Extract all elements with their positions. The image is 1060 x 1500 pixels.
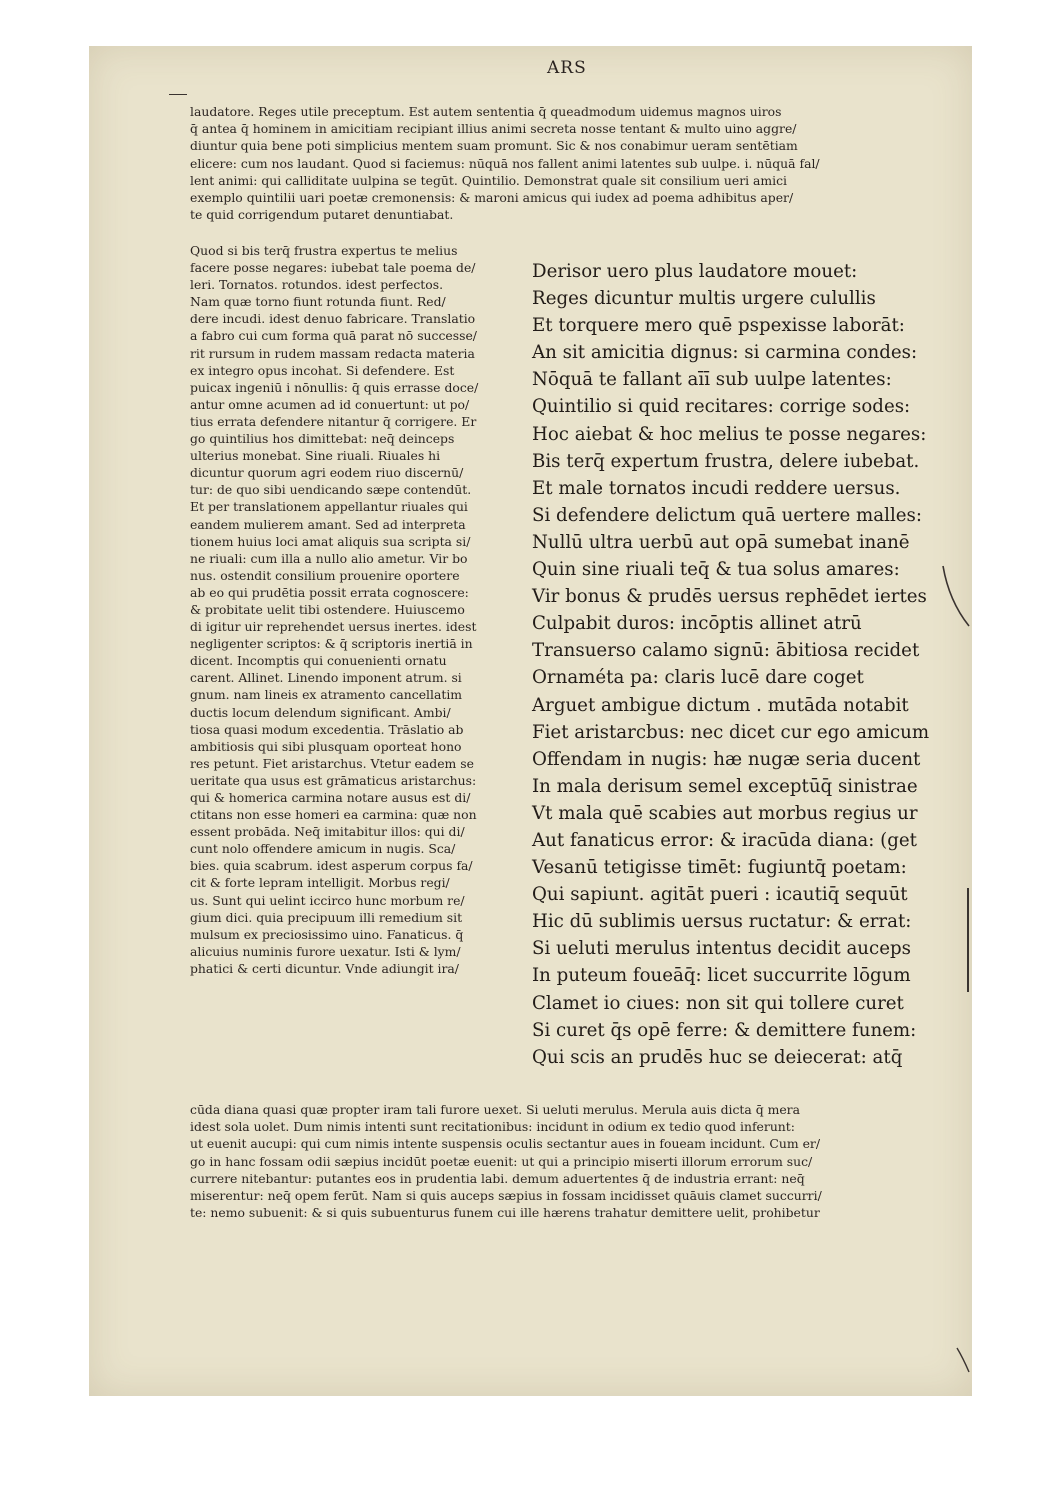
verse-line: Quintilio si quid recitares: corrige sodes: — [532, 396, 911, 418]
commentary-line: ueritate qua usus est grāmaticus aristarchus: — [190, 772, 477, 788]
commentary-line: rit rursum in rudem massam redacta materia — [190, 345, 475, 361]
verse-line: Derisor uero plus laudatore mouet: — [532, 261, 858, 282]
commentary-line: negligenter scriptos: & q̄ scriptoris inertiā in — [190, 636, 473, 652]
commentary-line: tius errata defendere nitantur q̄ corrigere. Er — [190, 413, 477, 429]
commentary-line: antur omne acumen ad id conuertunt: ut po/ — [190, 396, 470, 412]
verse-line: Aut fanaticus error: & iracūda diana: (get — [532, 829, 917, 851]
margin-ink-stroke — [955, 1346, 971, 1376]
commentary-line: gium dici. quia precipuum illi remedium sit — [190, 909, 463, 925]
verse-line: Culpabit duros: incōptis allinet atrū — [532, 613, 862, 635]
commentary-line: qui & homerica carmina notare ausus est di/ — [190, 790, 471, 805]
commentary-line: ctitans non esse homeri ea carmina: quæ non — [190, 807, 477, 823]
commentary-line: tiosa quasi modum excedentia. Trāslatio ab — [190, 721, 464, 737]
commentary-line: carent. Allinet. Linendo imponent atrum. si — [190, 670, 462, 686]
verse-line: In puteum foueāq̄: licet succurrite lōgum — [532, 965, 911, 987]
commentary-line: ex integro opus incohat. Si defendere. Est — [190, 362, 455, 378]
verse-line: Fiet aristarcbus: nec dicet cur ego amicum — [532, 721, 930, 743]
verse-line: In mala derisum semel exceptūq̄ sinistrae — [532, 775, 918, 797]
commentary-line: essent probāda. Neq̄ imitabitur illos: qui di/ — [190, 824, 465, 840]
commentary-line: lent animi: qui calliditate uulpina se tegūt. Quintilio. Demonstrat quale sit consilium ueri amici — [190, 172, 788, 188]
commentary-line: ulterius monebat. Sine riuali. Riuales hi — [190, 448, 441, 464]
commentary-line: exemplo quintilii uari poetæ cremonensis: & maroni amicus qui iudex ad poema adhibitus aper/ — [190, 190, 794, 206]
verse-line: Transuerso calamo signū: ābitiosa recidet — [532, 640, 920, 662]
commentary-line: phatici & certi dicuntur. Vnde adiungit ira/ — [190, 960, 459, 976]
top-commentary — [190, 103, 820, 223]
commentary-line: nus. ostendit consilium prouenire oportere — [190, 567, 460, 583]
commentary-line: ut euenit aucupi: qui cum nimis intente suspensis oculis sectantur aues in foueam incidunt. Cum er/ — [190, 1136, 821, 1152]
book-page — [89, 46, 972, 1396]
verse-line: Quin sine riuali teq̄ & tua solus amares: — [532, 559, 900, 581]
commentary-line: & probitate uelit tibi ostendere. Huiuscemo — [190, 601, 465, 617]
verse-line: Si defendere delictum quā uertere malles: — [532, 504, 923, 526]
verse-line: Clamet io ciues: non sit qui tollere curet — [532, 992, 904, 1014]
commentary-line: te: nemo subuenit: & si quis subuenturus funem cui ille hærens trahatur demittere uelit, prohibetur — [190, 1205, 820, 1221]
commentary-line: elicere: cum nos laudant. Quod si faciemus: nūquā nos fallent animi latentes sub uulpe. i. nūquā fal/ — [190, 155, 820, 171]
verse-line: Et male tornatos incudi reddere uersus. — [532, 477, 901, 499]
commentary-line: Et per translationem appellantur riuales qui — [190, 499, 468, 515]
margin-dash-mark — [169, 94, 187, 95]
commentary-line: ductis locum delendum significant. Ambi/ — [190, 704, 451, 720]
commentary-line: Nam quæ torno fiunt rotunda fiunt. Red/ — [190, 294, 446, 310]
commentary-line: tionem huius loci amat aliquis sua scripta si/ — [190, 533, 471, 549]
margin-ink-stroke — [964, 886, 972, 996]
commentary-line: a fabro cui cum forma quā parat nō successe/ — [190, 328, 477, 344]
commentary-line: idest sola uolet. Dum nimis intenti sunt recitationibus: incidunt in odium ex tedio quod inferunt: — [190, 1119, 795, 1135]
verse-line: Nullū ultra uerbū aut opā sumebat inanē — [532, 531, 910, 553]
commentary-line: res petunt. Fiet aristarchus. Vtetur eadem se — [190, 755, 474, 771]
commentary-line: diuntur quia bene poti simplicius mentem suam promunt. Sic & nos conabimur ueram sentētiam — [190, 138, 798, 154]
commentary-line: dere incudi. idest denuo fabricare. Translatio — [190, 311, 476, 327]
verse-column — [532, 258, 929, 1071]
commentary-line: ne riuali: cum illa a nullo alio ametur. Vir bo — [190, 550, 468, 566]
commentary-line: gnum. nam lineis ex atramento cancellatim — [190, 687, 463, 703]
commentary-line: puicax ingeniū i nōnullis: q̄ quis errasse doce/ — [190, 379, 479, 395]
verse-line: Offendam in nugis: hæ nugæ seria ducent — [532, 748, 921, 770]
verse-line: Hic dū sublimis uersus ructatur: & errat: — [532, 911, 912, 933]
commentary-line: tur: de quo sibi uendicando sæpe contendūt. — [190, 482, 472, 498]
commentary-line: facere posse negares: iubebat tale poema de/ — [190, 260, 476, 276]
commentary-line: miserentur: neq̄ opem ferūt. Nam si quis auceps sæpius in fossam incidisset quāuis clamet succurri/ — [190, 1188, 822, 1204]
margin-ink-stroke — [941, 546, 971, 636]
commentary-line: us. Sunt qui uelint iccirco hunc morbum re/ — [190, 892, 465, 908]
verse-line: Vir bonus & prudēs uersus rephēdet iertes — [532, 586, 927, 608]
verse-line: Ornaméta pa: claris lucē dare coget — [532, 667, 864, 689]
commentary-line: currere nitebantur: putantes eos in prudentia labi. demum aduertentes q̄ de industria errant: neq̄ — [190, 1170, 805, 1186]
commentary-line: ambitiosis qui sibi plusquam oporteat hono — [190, 738, 462, 754]
commentary-line: di igitur uir reprehendet uersus inertes. idest — [190, 619, 477, 635]
commentary-line: leri. Tornatos. rotundos. idest perfectos. — [190, 277, 444, 293]
commentary-line: bies. quia scabrum. idest asperum corpus fa/ — [190, 858, 473, 874]
commentary-line: q̄ antea q̄ hominem in amicitiam recipiant illius animi secreta nosse tentant & multo uino aggre/ — [190, 121, 797, 137]
verse-line: Vesanū tetigisse timēt: fugiuntq̄ poetam: — [532, 857, 907, 879]
commentary-line: cit & forte lepram intelligit. Morbus regi/ — [190, 875, 450, 891]
commentary-line: dicuntur quorum agri eodem riuo discernū/ — [190, 465, 464, 481]
commentary-line: Quod si bis terq̄ frustra expertus te melius — [190, 243, 458, 258]
verse-line: An sit amicitia dignus: si carmina condes: — [532, 342, 918, 364]
commentary-line: alicuius numinis furore uexatur. Isti & lym/ — [190, 943, 461, 959]
commentary-line: eandem mulierem amant. Sed ad interpreta — [190, 516, 466, 532]
commentary-line: cunt nolo offendere amicum in nugis. Sca/ — [190, 841, 456, 857]
running-title: ARS — [547, 58, 587, 78]
commentary-line: cūda diana quasi quæ propter iram tali furore uexet. Si ueluti merulus. Merula auis dicta q̄ mera — [190, 1102, 800, 1117]
verse-line: Reges dicuntur multis urgere culullis — [532, 288, 876, 310]
commentary-line: ab eo qui prudētia possit errata cognoscere: — [190, 584, 469, 600]
verse-line: Vt mala quē scabies aut morbus regius ur — [532, 802, 918, 824]
verse-line: Bis terq̄ expertum frustra, delere iubebat. — [532, 450, 920, 472]
bottom-commentary — [190, 1101, 822, 1221]
commentary-line: te quid corrigendum putaret denuntiabat. — [190, 207, 454, 223]
commentary-line: laudatore. Reges utile preceptum. Est autem sententia q̄ queadmodum uidemus magnos uiros — [190, 104, 782, 119]
verse-line: Si ueluti merulus intentus decidit auceps — [532, 938, 911, 960]
verse-line: Qui sapiunt. agitāt pueri : icautiq̄ sequūt — [532, 884, 908, 906]
commentary-line: mulsum ex preciosissimo uino. Fanaticus. q̄ — [190, 926, 464, 942]
verse-line: Nōquā te fallant aīī sub uulpe latentes: — [532, 369, 892, 391]
commentary-line: go in hanc fossam odii sæpius incidūt poetæ euenit: ut qui a principio miserti illorum errorum suc/ — [190, 1153, 813, 1169]
commentary-line: go quintilius hos dimittebat: neq̄ deinceps — [190, 431, 455, 447]
commentary-line: dicent. Incomptis qui conuenienti ornatu — [190, 653, 447, 669]
verse-line: Hoc aiebat & hoc melius te posse negares: — [532, 423, 927, 445]
verse-line: Et torquere mero quē pspexisse laborāt: — [532, 315, 905, 337]
left-commentary-column — [190, 242, 478, 977]
verse-line: Si curet q̄s opē ferre: & demittere funem: — [532, 1019, 917, 1041]
verse-line: Qui scis an prudēs huc se deiecerat: atq̄ — [532, 1046, 903, 1068]
verse-line: Arguet ambigue dictum . mutāda notabit — [532, 694, 909, 716]
